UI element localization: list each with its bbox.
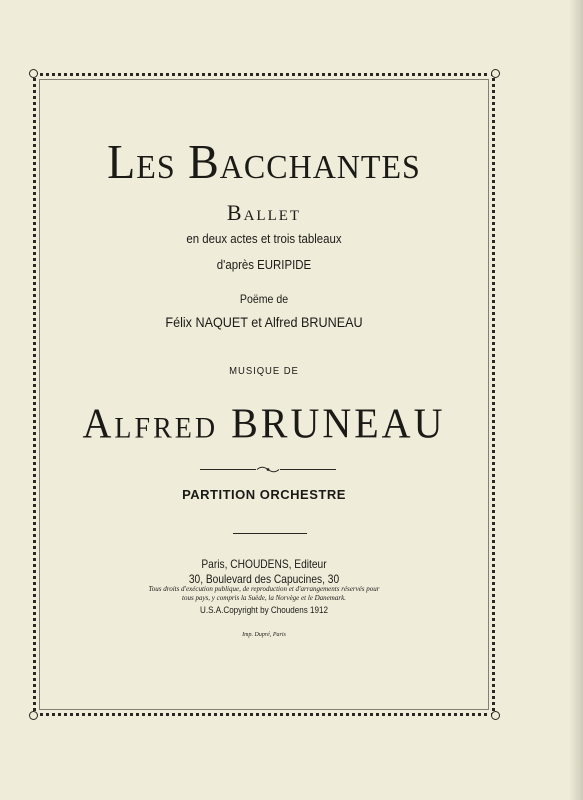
- publisher-address: 30, Boulevard des Capucines, 30: [188, 572, 340, 586]
- section-divider: [233, 533, 307, 534]
- work-source: d'après EURIPIDE: [216, 257, 312, 272]
- page-edge-shadow: [569, 0, 583, 800]
- rights-notice-line: Tous droits d'exécution publique, de reproduction et d'arrangements réservés pour: [148, 585, 380, 593]
- flourish-icon: [256, 465, 280, 474]
- edition-type: PARTITION ORCHESTRE: [182, 487, 346, 502]
- copyright-notice: U.S.A.Copyright by Choudens 1912: [200, 605, 328, 616]
- border-corner-ornament: [491, 711, 500, 720]
- rights-notice: [33, 585, 495, 603]
- printer-mark: Imp. Dupré, Paris: [242, 632, 286, 638]
- work-genre: Ballet: [226, 200, 302, 225]
- work-title: Les Bacchantes: [107, 134, 421, 189]
- rights-notice-line: tous pays, y compris la Suède, la Norvège et le Danemark.: [182, 594, 346, 602]
- border-corner-ornament: [491, 69, 500, 78]
- border-corner-ornament: [29, 69, 38, 78]
- border-corner-ornament: [29, 711, 38, 720]
- poem-authors: Félix NAQUET et Alfred BRUNEAU: [165, 314, 363, 330]
- poem-label: Poëme de: [239, 292, 289, 306]
- music-label: MUSIQUE DE: [229, 366, 299, 377]
- composer-name: Alfred BRUNEAU: [82, 399, 446, 448]
- ornamental-rule: [200, 467, 336, 472]
- work-structure: en deux actes et trois tableaux: [186, 231, 342, 246]
- publisher: Paris, CHOUDENS, Editeur: [201, 557, 327, 571]
